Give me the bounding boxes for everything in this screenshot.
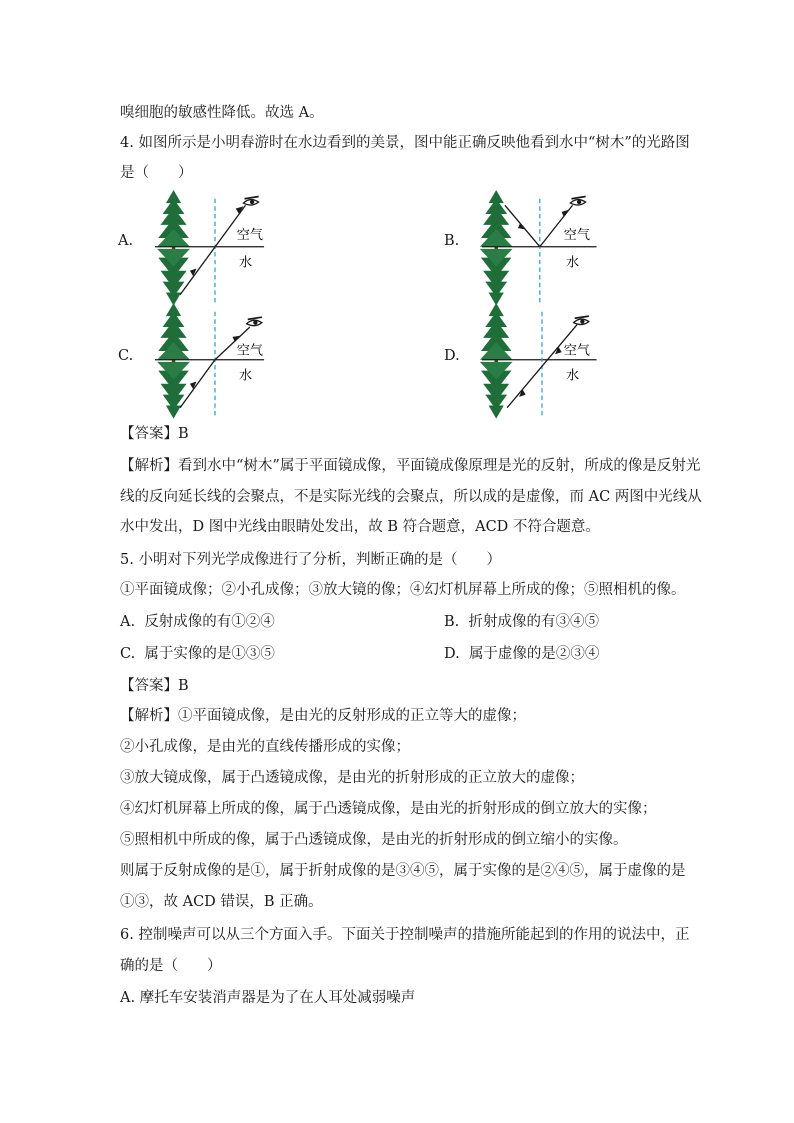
q5-option-c [120,644,275,664]
q5-option-a-text: 反射成像的有①②④ [144,614,275,630]
figure-b-air-label: 空气 [563,228,590,244]
q5-option-b-text: 折射成像的有③④⑤ [468,614,599,630]
q6-option-a: A. 摩托车安装消声器是为了在人耳处减弱噪声 [120,990,416,1006]
q5-stem: 5. 小明对下列光学成像进行了分析，判断正确的是（ ） [120,552,501,568]
q5-analysis-line5: ⑤照相机中所成的像，属于凸透镜成像，是由光的折射形成的倒立缩小的实像。 [120,832,628,848]
q5-items: ①平面镜成像；②小孔成像；③放大镜的像；④幻灯机屏幕上所成的像；⑤照相机的像。 [120,582,686,598]
q4-analysis-tag: 【解析】 [120,458,178,474]
figure-a-letter: A. [118,233,134,249]
q5-option-b-letter: B. [444,614,460,630]
q5-analysis-line6: 则属于反射成像的是①，属于折射成像的是③④⑤，属于实像的是②④⑤，属于虚像的是 [120,863,686,879]
figure-d-air-label: 空气 [563,343,590,359]
q5-option-b [444,612,599,632]
figure-a-air-label: 空气 [236,228,263,244]
figure-d-water-label: 水 [566,368,580,384]
figure-a-diagram [135,190,295,310]
q6-stem-line2: 确的是（ ） [120,958,222,974]
figure-c-diagram [135,303,295,423]
q4-analysis-line3: 水中发出，D 图中光线由眼睛处发出，故 B 符合题意，ACD 不符合题意。 [120,519,600,535]
q4-answer-value: B [178,426,189,442]
q5-analysis-line1 [120,706,526,726]
q5-answer [120,676,189,696]
q5-analysis-tag: 【解析】 [120,708,178,724]
q5-option-c-text: 属于实像的是①③⑤ [144,646,275,662]
q5-analysis-line4: ④幻灯机屏幕上所成的像，属于凸透镜成像，是由光的折射形成的倒立放大的实像； [120,801,657,817]
q5-option-d [444,644,599,664]
q4-analysis-line2: 线的反向延长线的会聚点，不是实际光线的会聚点，所以成的是虚像，而 AC 两图中光线从 [120,489,702,505]
q4-answer [120,424,189,444]
figure-d-letter: D. [444,348,460,364]
q6-stem-line1: 6. 控制噪声可以从三个方面入手。下面关于控制噪声的措施所能起到的作用的说法中，正 [120,927,690,943]
q3-tail-text: 嗅细胞的敏感性降低。故选 A。 [120,105,324,121]
figure-c-letter: C. [118,348,134,364]
figure-d-diagram [462,303,622,423]
figure-b-letter: B. [444,233,460,249]
q5-option-d-letter: D. [444,646,460,662]
q4-analysis-line1 [120,456,700,476]
q5-analysis-text1: ①平面镜成像，是由光的反射形成的正立等大的虚像； [178,708,526,724]
q4-analysis-text1: 看到水中“树木”属于平面镜成像，平面镜成像原理是光的反射，所成的像是反射光 [178,458,701,474]
q5-option-d-text: 属于虚像的是②③④ [468,646,600,662]
figure-c-air-label: 空气 [236,343,263,359]
q5-option-c-letter: C. [120,646,136,662]
figure-a-water-label: 水 [239,255,253,271]
q5-option-a-letter: A. [120,614,136,630]
q4-answer-tag: 【答案】 [120,426,178,442]
q5-analysis-line7: ①③，故 ACD 错误，B 正确。 [120,894,323,910]
figure-b-water-label: 水 [566,255,580,271]
q5-option-a [120,612,275,632]
q4-stem-line1: 4. 如图所示是小明春游时在水边看到的美景，图中能正确反映他看到水中“树木”的光路图 [120,135,690,151]
figure-b-diagram [462,190,622,310]
q4-stem-line2: 是（ ） [120,165,193,181]
q5-analysis-line2: ②小孔成像，是由光的直线传播形成的实像； [120,739,410,755]
q5-answer-tag: 【答案】 [120,678,178,694]
figure-c-water-label: 水 [239,368,253,384]
q5-answer-value: B [178,678,189,694]
q5-analysis-line3: ③放大镜成像，属于凸透镜成像，是由光的折射形成的正立放大的虚像； [120,770,584,786]
